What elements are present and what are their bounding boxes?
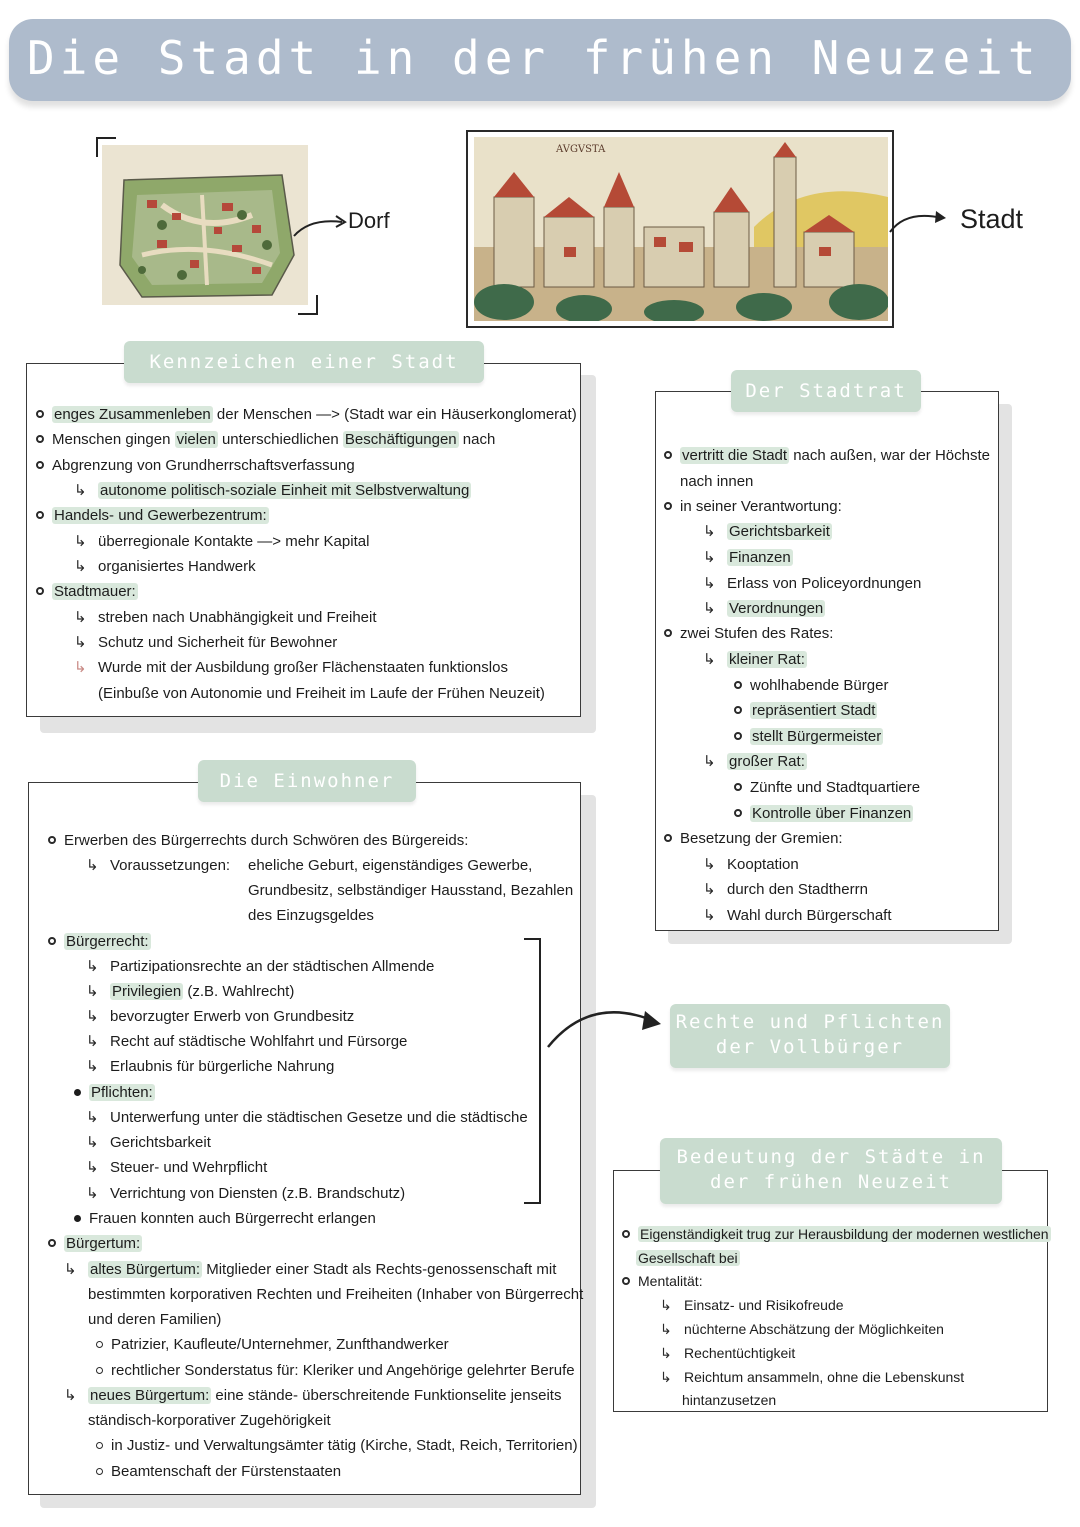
bracket-and-arrow: [520, 935, 670, 1210]
einwohner-line-2b: eheliche Geburt, eigenständiges Gewerbe,: [248, 857, 533, 874]
label-augsburg: AVGVSTA: [556, 144, 606, 155]
stadtrat-line-14: Zünfte und Stadtquartiere: [734, 778, 920, 798]
bedeutung-line-2: Gesellschaft bei: [638, 1250, 738, 1266]
einwohner-line-17: Bürgertum:: [48, 1234, 142, 1254]
einwohner-line-24: ständisch-korporativer Zugehörigkeit: [88, 1412, 331, 1429]
einwohner-line-26: Beamtenschaft der Fürstenstaaten: [96, 1462, 341, 1482]
bedeutung-heading-line-1: Bedeutung der Städte in: [676, 1146, 986, 1168]
kennzeichen-line-8: Stadtmauer:: [36, 582, 138, 602]
label-stadt: Stadt: [960, 204, 1024, 234]
village-map-drawing: [102, 145, 308, 305]
stadtrat-line-17: ↳ Kooptation: [703, 856, 799, 873]
kennzeichen-line-2: Menschen gingen vielen unterschiedlichen Beschäftigungen nach: [36, 430, 495, 450]
stadtrat-heading: Der Stadtrat: [731, 370, 921, 412]
stadtrat-line-9: ↳ kleiner Rat:: [703, 651, 805, 668]
kennzeichen-line-4: ↳ autonome politisch-soziale Einheit mit Selbstverwaltung: [74, 482, 470, 499]
einwohner-line-22: rechtlicher Sonderstatus für: Kleriker und Angehörige gelehrter Berufe: [96, 1361, 575, 1381]
stadtrat-line-4: ↳ Gerichtsbarkeit: [703, 523, 830, 540]
stadtrat-line-13: ↳ großer Rat:: [703, 753, 805, 770]
stadtrat-line-2: nach innen: [680, 473, 754, 490]
einwohner-line-7: ↳ Privilegien (z.B. Wahlrecht): [86, 983, 295, 1000]
village-map-image: [102, 145, 308, 305]
einwohner-line-11: Pflichten:: [74, 1083, 155, 1103]
label-dorf: Dorf: [348, 208, 390, 233]
stadtrat-line-18: ↳ durch den Stadtherrn: [703, 881, 868, 898]
rechte-pflichten-pill: [670, 1004, 950, 1068]
kennzeichen-line-11: ↳ Wurde mit der Ausbildung großer Flächenstaaten funktionslos: [74, 659, 508, 676]
kennzeichen-line-7: ↳ organisiertes Handwerk: [74, 558, 256, 575]
bedeutung-line-1: Eigenständigkeit trug zur Herausbildung der modernen westlichen: [622, 1224, 1051, 1244]
bedeutung-line-5: ↳ nüchterne Abschätzung der Möglichkeiten: [660, 1321, 944, 1337]
bedeutung-line-8: hintanzusetzen: [682, 1392, 777, 1408]
einwohner-line-1: Erwerben des Bürgerrechts durch Schwören des Bürgereids:: [48, 831, 468, 851]
stadtrat-line-10: wohlhabende Bürger: [734, 676, 888, 696]
einwohner-line-15: ↳ Verrichtung von Diensten (z.B. Brandschutz): [86, 1185, 406, 1202]
einwohner-line-5: Bürgerrecht:: [48, 932, 151, 952]
city-drawing: [474, 137, 888, 321]
stadtrat-line-12: stellt Bürgermeister: [734, 727, 883, 747]
einwohner-line-12: ↳ Unterwerfung unter die städtischen Gesetze und die städtische: [86, 1109, 528, 1126]
title-banner: [9, 19, 1071, 101]
einwohner-line-6: ↳ Partizipationsrechte an der städtischen Allmende: [86, 958, 435, 975]
kennzeichen-line-6: ↳ überregionale Kontakte —> mehr Kapital: [74, 533, 370, 550]
kennzeichen-line-3: Abgrenzung von Grundherrschaftsverfassung: [36, 456, 355, 476]
einwohner-line-14: ↳ Steuer- und Wehrpflicht: [86, 1159, 268, 1176]
einwohner-line-19: bestimmten korporativen Rechten und Freiheiten (Inhaber von Bürgerrecht: [88, 1286, 584, 1303]
bedeutung-heading: [660, 1138, 1002, 1204]
bedeutung-line-6: ↳ Rechentüchtigkeit: [660, 1345, 796, 1361]
stadtrat-line-19: ↳ Wahl durch Bürgerschaft: [703, 907, 892, 924]
einwohner-line-13: ↳ Gerichtsbarkeit: [86, 1134, 211, 1151]
einwohner-line-20: und deren Familien): [88, 1311, 222, 1328]
city-image-frame: [466, 130, 894, 328]
kennzeichen-line-5: Handels- und Gewerbezentrum:: [36, 506, 269, 526]
einwohner-heading: Die Einwohner: [198, 760, 416, 802]
rechte-line-2: der Vollbürger: [715, 1036, 905, 1058]
stadtrat-line-8: zwei Stufen des Rates:: [664, 624, 833, 644]
stadtrat-line-16: Besetzung der Gremien:: [664, 829, 843, 849]
einwohner-line-10: ↳ Erlaubnis für bürgerliche Nahrung: [86, 1058, 335, 1075]
stadtrat-line-11: repräsentiert Stadt: [734, 701, 877, 721]
page-title: Die Stadt in der frühen Neuzeit: [27, 31, 1041, 85]
kennzeichen-line-9: ↳ streben nach Unabhängigkeit und Freiheit: [74, 609, 377, 626]
einwohner-line-2a: ↳ Voraussetzungen:: [86, 857, 231, 874]
bedeutung-heading-line-2: der frühen Neuzeit: [710, 1171, 952, 1193]
arrow-to-dorf: [292, 210, 348, 240]
einwohner-line-16: Frauen konnten auch Bürgerrecht erlangen: [74, 1209, 376, 1229]
einwohner-line-8: ↳ bevorzugter Erwerb von Grundbesitz: [86, 1008, 355, 1025]
kennzeichen-line-10: ↳ Schutz und Sicherheit für Bewohner: [74, 634, 338, 651]
einwohner-line-4: des Einzugsgeldes: [248, 907, 374, 924]
einwohner-line-21: Patrizier, Kaufleute/Unternehmer, Zunfthandwerker: [96, 1335, 449, 1355]
kennzeichen-line-12: (Einbuße von Autonomie und Freiheit im Laufe der Frühen Neuzeit): [98, 685, 545, 702]
stadtrat-line-7: ↳ Verordnungen: [703, 600, 824, 617]
stadtrat-line-15: Kontrolle über Finanzen: [734, 804, 913, 824]
arrow-to-stadt: [886, 202, 952, 238]
stadtrat-line-1: vertritt die Stadt nach außen, war der Höchste: [664, 446, 990, 466]
stadtrat-line-5: ↳ Finanzen: [703, 549, 791, 566]
bedeutung-line-7: ↳ Reichtum ansammeln, ohne die Lebenskunst: [660, 1369, 965, 1385]
stadtrat-line-6: ↳ Erlass von Policeyordnungen: [703, 575, 922, 592]
bedeutung-line-4: ↳ Einsatz- und Risikofreude: [660, 1297, 844, 1313]
einwohner-line-23: ↳ neues Bürgertum: eine stände- überschreitende Funktionselite jenseits: [64, 1387, 562, 1404]
bedeutung-line-3: Mentalität:: [622, 1271, 703, 1291]
kennzeichen-heading: Kennzeichen einer Stadt: [124, 341, 484, 383]
einwohner-line-18: ↳ altes Bürgertum: Mitglieder einer Stadt als Rechts-genossenschaft mit: [64, 1261, 557, 1278]
rechte-line-1: Rechte und Pflichten: [675, 1011, 945, 1033]
stadtrat-line-3: in seiner Verantwortung:: [664, 497, 842, 517]
einwohner-line-25: in Justiz- und Verwaltungsämter tätig (Kirche, Stadt, Reich, Territorien): [96, 1436, 578, 1456]
kennzeichen-line-1: enges Zusammenleben der Menschen —> (Stadt war ein Häuserkonglomerat): [36, 405, 577, 425]
einwohner-line-9: ↳ Recht auf städtische Wohlfahrt und Fürsorge: [86, 1033, 408, 1050]
einwohner-line-3: Grundbesitz, selbständiger Hausstand, Bezahlen: [248, 882, 574, 899]
